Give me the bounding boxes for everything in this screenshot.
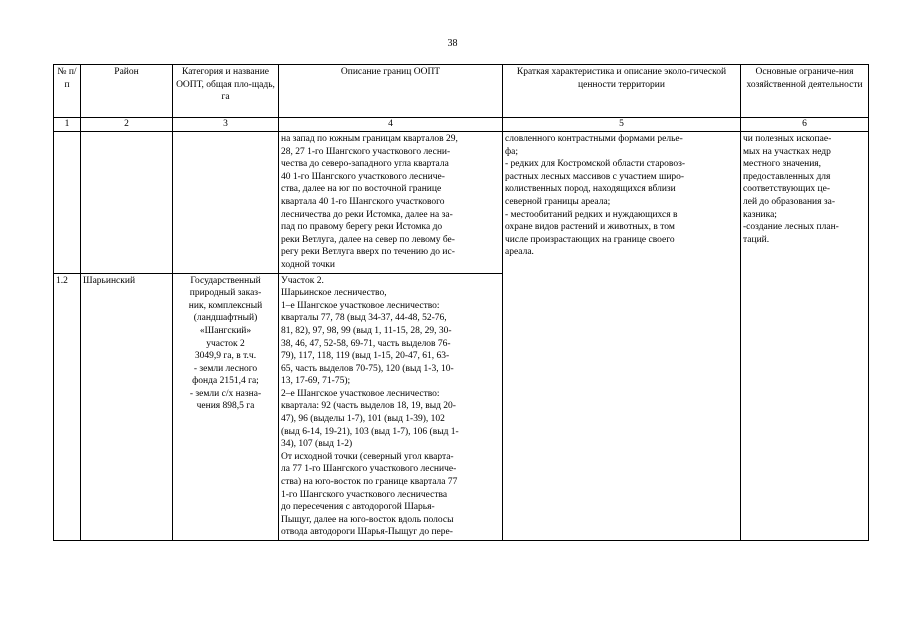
text-line: 2–е Шангское участковое лесничество:: [281, 388, 440, 399]
text-line: чи полезных ископае-: [743, 134, 832, 144]
text-line: квартала: 92 (часть выделов 18, 19, выд 20-: [281, 401, 456, 412]
text-line: (ландшафтный): [193, 313, 258, 324]
text-line: ходной точки: [281, 259, 335, 270]
row1-category-cell: [173, 132, 279, 274]
text-line: казника;: [743, 209, 777, 220]
text-line: отвода автодороги Шарья-Пыщуг до пере-: [281, 527, 453, 538]
text-line: 13, 17-69, 71-75);: [281, 376, 351, 387]
text-line: - земли лесного: [193, 363, 258, 374]
text-line: 1–е Шангское участковое лесничество:: [281, 300, 440, 311]
text-line: ства, далее на юг по восточной границе: [281, 184, 442, 195]
text-line: колиственных пород, находящихся вблизи: [505, 184, 676, 195]
header-characteristics: Краткая характеристика и описание эколо-гической ценности территории: [503, 65, 741, 118]
text-line: северной границы ареала;: [505, 196, 611, 207]
text-line: 1-го Шангского участкового лесничества: [281, 489, 448, 500]
text-line: кварталы 77, 78 (выд 34-37, 44-48, 52-76,: [281, 313, 447, 324]
row1-num-cell: [54, 132, 81, 274]
text-line: 79), 117, 118, 119 (выд 1-15, 20-47, 61, 63-: [281, 351, 450, 362]
col-number: 2: [81, 118, 173, 132]
text-line: (выд 6-14, 19-21), 103 (выд 1-7), 106 (выд 1-: [281, 426, 459, 437]
text-line: Участок 2.: [281, 275, 324, 286]
text-line: таций.: [743, 234, 770, 245]
text-line: ства) на юго-восток по границе квартала 77: [281, 477, 458, 488]
column-number-row: [54, 118, 869, 132]
text-line: 47), 96 (выделы 1-7), 101 (выд 1-39), 102: [281, 414, 445, 425]
header-boundaries: Описание границ ООПТ: [279, 65, 503, 118]
table-row: [54, 132, 869, 274]
row1-boundaries-cell: [279, 132, 503, 274]
text-line: 38, 46, 47, 52-58, 69-71, часть выделов 76-: [281, 338, 451, 349]
col-number: 4: [279, 118, 503, 132]
text-line: ла 77 1-го Шангского участкового лесниче-: [281, 464, 457, 475]
text-line: чества до северо-западного угла квартала: [281, 159, 449, 170]
text-line: 3049,9 га, в т.ч.: [194, 351, 257, 362]
text-line: «Шангский»: [199, 325, 252, 336]
col-number: 6: [741, 118, 869, 132]
text-line: соответствующих це-: [743, 184, 831, 195]
header-num: № п/п: [54, 65, 81, 118]
text-line: 34), 107 (выд 1-2): [281, 439, 353, 450]
text-line: участок 2: [206, 338, 245, 349]
text-line: -создание лесных план-: [743, 222, 839, 233]
text-line: - земли с/х назна-: [189, 388, 262, 399]
text-line: 81, 82), 97, 98, 99 (выд 1, 11-15, 28, 29, 30-: [281, 325, 452, 336]
text-line: природный заказ-: [189, 288, 262, 299]
row2-num-cell: 1.2: [54, 273, 81, 540]
text-line: 65, часть выделов 70-75), 120 (выд 1-3, 10-: [281, 363, 454, 374]
col-number: 5: [503, 118, 741, 132]
row2-category-cell: [173, 273, 279, 540]
table-header-row: [54, 65, 869, 118]
text-line: 40 1-го Шангского участкового лесниче-: [281, 171, 445, 182]
row2-district-cell: Шарьинский: [81, 273, 173, 540]
text-line: 28, 27 1-го Шангского участкового лесни-: [281, 146, 451, 157]
text-line: - местообитаний редких и нуждающихся в: [505, 209, 678, 220]
row1-district-cell: [81, 132, 173, 274]
text-line: словленного контрастными формами рельe-: [505, 134, 683, 144]
col-number: 1: [54, 118, 81, 132]
text-line: пад по правому берегу реки Истомка до: [281, 222, 443, 233]
text-line: Пыщуг, далее на юго-восток вдоль полосы: [281, 514, 454, 525]
header-restrictions: Основные ограниче-ния хозяйственной деятельности: [741, 65, 869, 118]
text-line: лей до образования за-: [743, 196, 835, 207]
text-line: фа;: [505, 146, 519, 157]
text-line: Государственный: [190, 275, 261, 286]
text-line: мых на участках недр: [743, 146, 831, 157]
header-district: Район: [81, 65, 173, 118]
text-line: охране видов растений и животных, в том: [505, 222, 675, 233]
text-line: растных лесных массивов с участием широ-: [505, 171, 685, 182]
text-line: ареала.: [505, 247, 534, 258]
text-line: квартала 40 1-го Шангского участкового: [281, 196, 445, 207]
text-line: - редких для Костромской области старовоз-: [505, 159, 685, 170]
text-line: ник, комплексный: [188, 300, 263, 311]
text-line: местного значения,: [743, 159, 822, 170]
text-line: чения 898,5 га: [196, 401, 255, 412]
text-line: регу реки Ветлуга вверх по течению до ис-: [281, 247, 455, 258]
col-number: 3: [173, 118, 279, 132]
page-number: 38: [447, 38, 458, 49]
text-line: Шарьинское лесничество,: [281, 288, 387, 299]
protected-areas-table: [53, 64, 869, 541]
text-line: фонда 2151,4 га;: [192, 376, 259, 387]
text-line: От исходной точки (северный угол кварта-: [281, 451, 454, 462]
text-line: реки Ветлуга, далее на север по левому бе-: [281, 234, 455, 245]
header-category: Категория и название ООПТ, общая пло-щадь, га: [173, 65, 279, 118]
restrictions-cell: [741, 132, 869, 541]
text-line: лесничества до реки Истомка, далее на за-: [281, 209, 453, 220]
row2-boundaries-cell: [279, 273, 503, 540]
text-line: на запад по южным границам кварталов 29,: [281, 134, 458, 144]
text-line: числе произрастающих на границе своего: [505, 234, 675, 245]
text-line: предоставленных для: [743, 171, 831, 182]
characteristics-cell: [503, 132, 741, 541]
text-line: до пересечения с автодорогой Шарья-: [281, 502, 435, 513]
